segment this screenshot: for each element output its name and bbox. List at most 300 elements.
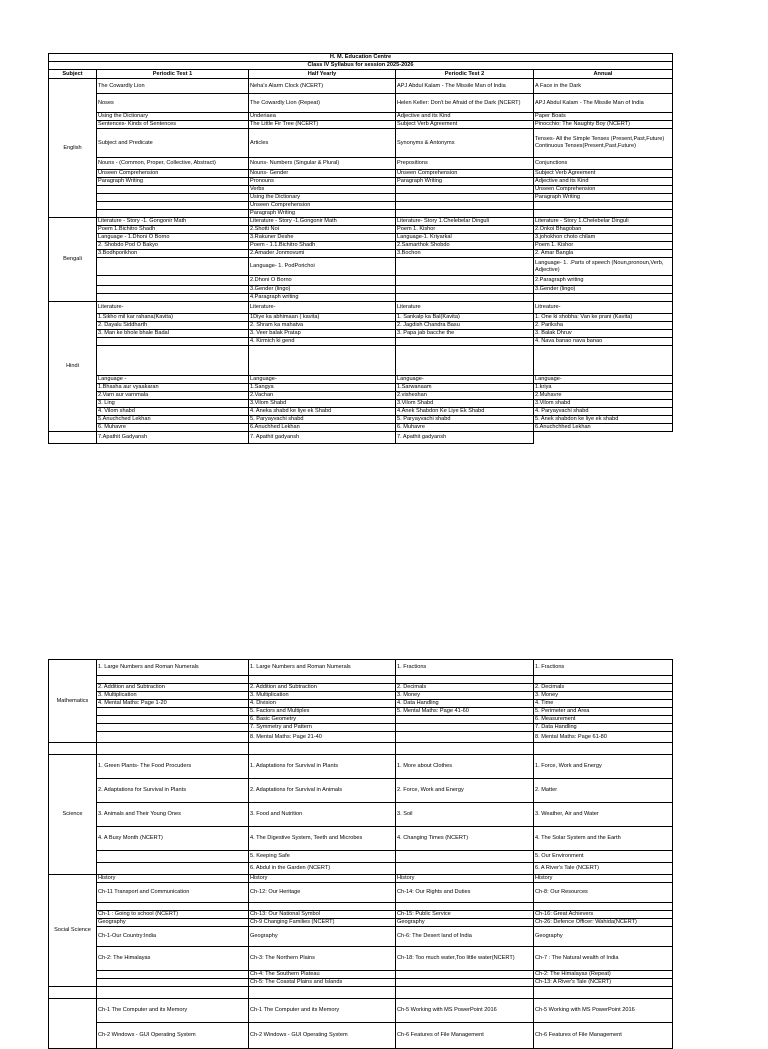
table-row: [49, 210, 673, 218]
syllabus-cell: 3. Money: [396, 692, 534, 700]
syllabus-cell: 4. Nava banao nava banao: [534, 338, 673, 346]
syllabus-cell: Paper Boats: [534, 113, 673, 121]
subject-cell: Mathematics: [49, 660, 97, 743]
syllabus-cell: Ch-2: The Himalayas: [97, 947, 249, 971]
table-row: [49, 158, 673, 170]
syllabus-cell: [97, 346, 249, 376]
syllabus-cell: 2. Matter: [534, 779, 673, 803]
syllabus-cell: 3. Papa jab bacche the: [396, 330, 534, 338]
table-row: [49, 258, 673, 276]
table-row: [49, 999, 673, 1023]
syllabus-cell: 4. Data Handling: [396, 700, 534, 708]
syllabus-cell: 1.Sangya: [249, 384, 396, 392]
syllabus-cell: 1. One ki shobha: Van ke prani (Kavita): [534, 314, 673, 322]
syllabus-cell: [534, 202, 673, 210]
syllabus-cell: 3. Soil: [396, 803, 534, 827]
syllabus-cell: 3. Multiplication: [97, 692, 249, 700]
syllabus-cell: Poem - 1.1.Bichitro Shadh: [249, 242, 396, 250]
syllabus-cell: [396, 732, 534, 743]
syllabus-cell: 6.Anuchhed Lekhan: [249, 424, 396, 432]
syllabus-cell: 1. Large Numbers and Roman Numerals: [97, 660, 249, 676]
table-row: [49, 779, 673, 803]
syllabus-cell: [396, 979, 534, 987]
syllabus-cell: Unseen Comprehension: [534, 186, 673, 194]
syllabus-cell: [97, 987, 249, 999]
syllabus-cell: Unseen Comprehension: [97, 170, 249, 178]
syllabus-cell: 8. Mental Maths: Page 61-80: [534, 732, 673, 743]
col-header-subject: Subject: [49, 70, 97, 79]
syllabus-cell: 1. Force, Work and Energy: [534, 755, 673, 779]
syllabus-cell: 1. More about Clothes: [396, 755, 534, 779]
syllabus-cell: 5. Paryayvachi shabd: [249, 416, 396, 424]
syllabus-cell: 4. The Digestive System, Teeth and Microbes: [249, 827, 396, 851]
syllabus-cell: [396, 186, 534, 194]
syllabus-cell: Ch-6 Features of File Management: [534, 1023, 673, 1049]
syllabus-cell: 1.Sarwanaam: [396, 384, 534, 392]
syllabus-cell: Ch-12: Our Heritage: [249, 883, 396, 903]
syllabus-cell: Subject Verb Agreement: [396, 121, 534, 129]
table-row: [49, 724, 673, 732]
syllabus-cell: 3. Man ke bhole bhale Badal: [97, 330, 249, 338]
syllabus-cell: Nouns- Numbers (Singular & Plural): [249, 158, 396, 170]
table-row: [49, 392, 673, 400]
syllabus-cell: Geography: [396, 919, 534, 927]
syllabus-cell: 3.Rakuner Deshe: [249, 234, 396, 242]
syllabus-cell: Using the Dictionary: [97, 113, 249, 121]
syllabus-cell: 3.johokhon choto chilam: [534, 234, 673, 242]
syllabus-cell: [396, 202, 534, 210]
syllabus-cell: [396, 286, 534, 294]
syllabus-cell: [97, 971, 249, 979]
table-row: [49, 121, 673, 129]
syllabus-cell: [49, 432, 97, 444]
syllabus-cell: Ch-13: A River's Tale (NCERT): [534, 979, 673, 987]
syllabus-cell: 2. Jagdish Chandra Basu: [396, 322, 534, 330]
syllabus-cell: Underiaea: [249, 113, 396, 121]
table-row: [49, 178, 673, 186]
syllabus-cell: [97, 979, 249, 987]
syllabus-cell: [97, 276, 249, 286]
syllabus-cell: Ch-8: Our Resources: [534, 883, 673, 903]
syllabus-cell: Poem 1. Kishor: [396, 226, 534, 234]
syllabus-cell: 2. Shram ka mahatva: [249, 322, 396, 330]
syllabus-cell: 3. Veer balak Pratap: [249, 330, 396, 338]
syllabus-cell: [97, 676, 249, 684]
syllabus-cell: 1. Adaptations for Survival in Plants: [249, 755, 396, 779]
table-row: [49, 376, 673, 384]
syllabus-cell: Adjective and its Kind: [396, 113, 534, 121]
syllabus-cell: 2. Addition and Subtraction: [97, 684, 249, 692]
syllabus-cell: Literature-: [97, 302, 249, 314]
syllabus-cell: 7. Symmetry and Pattern: [249, 724, 396, 732]
syllabus-cell: 4. Changing Times (NCERT): [396, 827, 534, 851]
syllabus-cell: Pinocchio: The Naughty Boy (NCERT): [534, 121, 673, 129]
syllabus-cell: 7. Data Handling: [534, 724, 673, 732]
table-row: [49, 129, 673, 158]
syllabus-cell: 6. Muhavre: [396, 424, 534, 432]
syllabus-cell: 4. A Busy Month (NCERT): [97, 827, 249, 851]
syllabus-cell: Language-: [534, 376, 673, 384]
syllabus-cell: Language-: [396, 376, 534, 384]
syllabus-cell: [97, 851, 249, 863]
syllabus-cell: [97, 194, 249, 202]
syllabus-cell: A Face in the Dark: [534, 79, 673, 94]
syllabus-title: Class IV Syllabus for session 2025-2026: [49, 62, 673, 70]
table-row: [49, 338, 673, 346]
syllabus-cell: Poem 1.Bichitro Shadh: [97, 226, 249, 234]
syllabus-cell: 6. A River's Tale (NCERT): [534, 863, 673, 875]
syllabus-cell: 2.visheshan: [396, 392, 534, 400]
syllabus-cell: 4. Time: [534, 700, 673, 708]
syllabus-cell: 6. Basic Geometry: [249, 716, 396, 724]
syllabus-cell: 5. Mental Maths: Page 41-60: [396, 708, 534, 716]
syllabus-cell: Ch-18: Too much water,Too little water(NCERT): [396, 947, 534, 971]
syllabus-cell: [396, 851, 534, 863]
col-header-pt1: Periodic Test 1: [97, 70, 249, 79]
syllabus-cell: 2. Force, Work and Energy: [396, 779, 534, 803]
syllabus-cell: [396, 863, 534, 875]
syllabus-cell: Ch-2 Windows - GUI Operating System: [97, 1023, 249, 1049]
syllabus-cell: [249, 743, 396, 755]
syllabus-cell: 4. Division: [249, 700, 396, 708]
syllabus-cell: 2.Dhoni O Borno: [249, 276, 396, 286]
syllabus-cell: 2. Addition and Subtraction: [249, 684, 396, 692]
syllabus-cell: Literature - Story -1.Gongonir Math: [249, 218, 396, 226]
table-row: [49, 416, 673, 424]
syllabus-cell: [97, 338, 249, 346]
syllabus-cell: 3. Ling: [97, 400, 249, 408]
subject-cell: [49, 743, 97, 755]
syllabus-cell: [534, 210, 673, 218]
syllabus-cell: 3.Vilom Shabd: [396, 400, 534, 408]
table-row: [49, 250, 673, 258]
syllabus-cell: Nouns - (Common, Proper, Collective, Abstract): [97, 158, 249, 170]
syllabus-cell: Literature - Story -1. Gongonir Math: [97, 218, 249, 226]
syllabus-cell: Ch-1 : Going to school (NCERT): [97, 911, 249, 919]
syllabus-cell: Ch-1 The Computer and its Memory: [249, 999, 396, 1023]
table-row: [49, 987, 673, 999]
syllabus-cell: Ch-26: Defence Officer: Wahida(NCERT): [534, 919, 673, 927]
syllabus-cell: [249, 676, 396, 684]
syllabus-cell: [97, 708, 249, 716]
syllabus-cell: 6. Muhavre: [97, 424, 249, 432]
syllabus-cell: [97, 903, 249, 911]
table-row: [49, 432, 673, 444]
syllabus-cell: Language-1. Kriyarkal: [396, 234, 534, 242]
table-row: [49, 286, 673, 294]
table-row: [49, 1023, 673, 1049]
table-row: [49, 218, 673, 226]
syllabus-cell: Ch-5: The Coastal Plains and Islands: [249, 979, 396, 987]
syllabus-cell: Using the Dictionary: [249, 194, 396, 202]
syllabus-cell: 5. Paryayvachi shabd: [396, 416, 534, 424]
table-row: [49, 851, 673, 863]
syllabus-cell: [97, 286, 249, 294]
syllabus-cell: [97, 863, 249, 875]
syllabus-cell: 3. Animals and Their Young Ones: [97, 803, 249, 827]
syllabus-cell: Unseen Comprehension: [249, 202, 396, 210]
syllabus-cell: Geography: [249, 927, 396, 947]
col-header-annual: Annual: [534, 70, 673, 79]
syllabus-cell: 5.Anuchched Lekhan: [97, 416, 249, 424]
syllabus-cell: [97, 724, 249, 732]
subject-cell: English: [49, 79, 97, 218]
syllabus-cell: History: [249, 875, 396, 883]
syllabus-cell: Language-: [249, 376, 396, 384]
table-row: [49, 743, 673, 755]
syllabus-cell: Language -: [97, 376, 249, 384]
syllabus-cell: [396, 903, 534, 911]
syllabus-cell: 4. Aneka shabd ke liye ek Shabd: [249, 408, 396, 416]
table-row: [49, 400, 673, 408]
syllabus-cell: Pronouns: [249, 178, 396, 186]
syllabus-cell: Paragraph Writing: [534, 194, 673, 202]
syllabus-cell: 8. Mental Maths: Page 21-40: [249, 732, 396, 743]
syllabus-cell: Language- 1. PodPorichoi: [249, 258, 396, 276]
table-row: [49, 875, 673, 883]
syllabus-cell: 1. Large Numbers and Roman Numerals: [249, 660, 396, 676]
col-header-half-yearly: Half Yearly: [249, 70, 396, 79]
table-row: [49, 971, 673, 979]
syllabus-cell: 6. Abdul in the Garden (NCERT): [249, 863, 396, 875]
syllabus-cell: [249, 903, 396, 911]
syllabus-cell: Prepositions: [396, 158, 534, 170]
syllabus-cell: Ch-1-Our Country:India: [97, 927, 249, 947]
syllabus-cell: [534, 294, 673, 302]
syllabus-cell: Verbs: [249, 186, 396, 194]
syllabus-cell: Poem 1. Kishor: [534, 242, 673, 250]
syllabus-cell: [97, 743, 249, 755]
syllabus-cell: [396, 276, 534, 286]
syllabus-cell: Ch-1 The Computer and its Memory: [97, 999, 249, 1023]
table-row: [49, 911, 673, 919]
syllabus-cell: Articles: [249, 129, 396, 158]
table-row: [49, 732, 673, 743]
syllabus-cell: [396, 987, 534, 999]
table-row: [49, 863, 673, 875]
table-row: [49, 708, 673, 716]
table-row: [49, 79, 673, 94]
syllabus-cell: 2. Adaptations for Survival in Plants: [97, 779, 249, 803]
syllabus-cell: Geography: [97, 919, 249, 927]
table-row: [49, 302, 673, 314]
syllabus-cell: 2.Onkoi Bhagoban: [534, 226, 673, 234]
table-row: [49, 234, 673, 242]
syllabus-cell: Ch-9 Changing Families (NCERT): [249, 919, 396, 927]
syllabus-cell: Ch-13: Our National Symbol: [249, 911, 396, 919]
syllabus-cell: Paragraph Writing: [97, 178, 249, 186]
syllabus-cell: Adjective and its Kind: [534, 178, 673, 186]
syllabus-cell: 4.Paragraph writing: [249, 294, 396, 302]
syllabus-cell: Neha's Alarm Clock (NCERT): [249, 79, 396, 94]
syllabus-cell: APJ Abdul Kalam - The Missile Man of India: [396, 79, 534, 94]
table-row: [49, 947, 673, 971]
syllabus-cell: 3. Food and Nutrition: [249, 803, 396, 827]
table-row: [49, 202, 673, 210]
syllabus-cell: APJ Abdul Kalam - The Missile Man of India: [534, 94, 673, 113]
syllabus-cell: 2.Shotti Noi: [249, 226, 396, 234]
table-row: [49, 194, 673, 202]
syllabus-cell: 5. Our Environment: [534, 851, 673, 863]
syllabus-cell: 1.kriya: [534, 384, 673, 392]
syllabus-cell: 3. Multiplication: [249, 692, 396, 700]
syllabus-cell: 1Diye ka abhimaan ( kavita): [249, 314, 396, 322]
syllabus-cell: [534, 903, 673, 911]
syllabus-cell: 2. Dayalu Siddharth: [97, 322, 249, 330]
syllabus-cell: [396, 743, 534, 755]
school-name: H. M. Education Centre: [49, 54, 673, 62]
syllabus-cell: [97, 294, 249, 302]
syllabus-cell: 3.Vilom shabd: [534, 400, 673, 408]
table-row: [49, 883, 673, 903]
syllabus-cell: 1. Sankalp ka Bal(Kavita): [396, 314, 534, 322]
table-row: [49, 94, 673, 113]
syllabus-cell: [396, 338, 534, 346]
table-row: [49, 276, 673, 286]
syllabus-cell: 5. Anek shabdon ke liye ek shabd: [534, 416, 673, 424]
syllabus-cell: 3.Bochon: [396, 250, 534, 258]
table-row: [49, 979, 673, 987]
subject-cell: Bengali: [49, 218, 97, 302]
syllabus-cell: [396, 258, 534, 276]
col-header-pt2: Periodic Test 2: [396, 70, 534, 79]
syllabus-cell: 3.Vilom Shabd: [249, 400, 396, 408]
syllabus-cell: Ch-2 Windows - GUI Operating System: [249, 1023, 396, 1049]
syllabus-cell: 7. Apathit gadyansh: [249, 432, 396, 444]
syllabus-cell: Ch-5 Working with MS PowerPoint 2016: [396, 999, 534, 1023]
syllabus-cell: [396, 194, 534, 202]
table-row: [49, 294, 673, 302]
syllabus-cell: Ch-5 Working with MS PowerPoint 2016: [534, 999, 673, 1023]
syllabus-cell: 4. Paryayvachi shabd: [534, 408, 673, 416]
syllabus-cell: The Cowardly Lion (Repeat): [249, 94, 396, 113]
syllabus-cell: Ch-4: The Southern Plateau: [249, 971, 396, 979]
syllabus-cell: Literature- Story 1.Chelebelar Dinguli: [396, 218, 534, 226]
syllabus-cell: [534, 676, 673, 684]
table-row: [49, 170, 673, 178]
table-row: [49, 676, 673, 684]
syllabus-cell: Ch-14: Our Rights and Duties: [396, 883, 534, 903]
syllabus-table-page2: [48, 659, 673, 1049]
syllabus-cell: [534, 987, 673, 999]
syllabus-table-page1: [48, 53, 673, 444]
table-row: [49, 755, 673, 779]
syllabus-cell: [97, 258, 249, 276]
syllabus-cell: Language- 1. .Parts of speech (Noun,pronoun,Verb, Adjective): [534, 258, 673, 276]
syllabus-cell: [97, 202, 249, 210]
syllabus-cell: Ch-15: Public Service: [396, 911, 534, 919]
syllabus-cell: 2. Decimals: [396, 684, 534, 692]
syllabus-cell: [396, 676, 534, 684]
subject-cell: Science: [49, 755, 97, 875]
syllabus-cell: [97, 186, 249, 194]
syllabus-cell: Subject Verb Agreement: [534, 170, 673, 178]
syllabus-cell: Synonyms & Antonyms: [396, 129, 534, 158]
syllabus-cell: Subject and Predicate: [97, 129, 249, 158]
syllabus-cell: Tenses- All the Simple Tenses (Present,Past,Future) Continuous Tenses(Present,Past,Future): [534, 129, 673, 158]
syllabus-cell: 3. Weather, Air and Water: [534, 803, 673, 827]
syllabus-cell: 2.Paragraph writing: [534, 276, 673, 286]
syllabus-cell: The Little Fir Tree (NCERT): [249, 121, 396, 129]
syllabus-cell: 2. Shobdo Pod O Bakyo: [97, 242, 249, 250]
syllabus-cell: Ch-16: Great Achievers: [534, 911, 673, 919]
table-row: [49, 660, 673, 676]
syllabus-cell: 2. Adaptations for Survival in Animals: [249, 779, 396, 803]
table-row: [49, 716, 673, 724]
table-row: [49, 919, 673, 927]
syllabus-cell: [396, 210, 534, 218]
syllabus-cell: 2.Muhavre: [534, 392, 673, 400]
syllabus-cell: 4. Vilom shabd: [97, 408, 249, 416]
syllabus-cell: 4.Anek Shabdon Ke Liye Ek Shabd: [396, 408, 534, 416]
syllabus-cell: Literature: [396, 302, 534, 314]
syllabus-cell: Ch-6: The Desert land of India: [396, 927, 534, 947]
table-row: [49, 903, 673, 911]
syllabus-cell: Helen Keller: Don't be Afraid of the Dark (NCERT): [396, 94, 534, 113]
table-row: [49, 113, 673, 121]
syllabus-cell: 5. Perimeter and Area: [534, 708, 673, 716]
table-row: [49, 384, 673, 392]
syllabus-cell: Ch-6 Features of File Management: [396, 1023, 534, 1049]
subject-cell: [49, 987, 97, 999]
syllabus-cell: [396, 971, 534, 979]
syllabus-cell: Paragraph Writing: [396, 178, 534, 186]
syllabus-cell: 6. Measurement: [534, 716, 673, 724]
table-row: [49, 803, 673, 827]
syllabus-cell: Paragraph Writing: [249, 210, 396, 218]
table-row: [49, 927, 673, 947]
syllabus-cell: [396, 716, 534, 724]
syllabus-cell: [396, 724, 534, 732]
syllabus-cell: The Cowardly Lion: [97, 79, 249, 94]
syllabus-cell: 3. Balak Dhruv: [534, 330, 673, 338]
table-row: [49, 314, 673, 322]
syllabus-cell: 7.Apathit Gadyansh: [97, 432, 249, 444]
syllabus-cell: Literature - Story 1.Chelebelar Dinguli: [534, 218, 673, 226]
syllabus-cell: [249, 346, 396, 376]
syllabus-cell: 2.Amader Jonmovumi: [249, 250, 396, 258]
syllabus-cell: 2. Decimals: [534, 684, 673, 692]
syllabus-cell: 1. Fractions: [396, 660, 534, 676]
syllabus-cell: Nouns- Gender: [249, 170, 396, 178]
syllabus-cell: [97, 732, 249, 743]
syllabus-cell: 4. Kirmich ki gend: [249, 338, 396, 346]
table-row: [49, 424, 673, 432]
syllabus-cell: [97, 210, 249, 218]
syllabus-cell: [534, 743, 673, 755]
table-row: [49, 700, 673, 708]
syllabus-cell: [396, 294, 534, 302]
syllabus-cell: [249, 987, 396, 999]
syllabus-cell: 1.Bhasha aur vyaakaran: [97, 384, 249, 392]
table-row: [49, 226, 673, 234]
table-row: [49, 186, 673, 194]
syllabus-cell: Noses: [97, 94, 249, 113]
syllabus-cell: 4. The Solar System and the Earth: [534, 827, 673, 851]
table-row: [49, 330, 673, 338]
table-row: [49, 322, 673, 330]
syllabus-cell: 2. Amar Bangla: [534, 250, 673, 258]
table-row: [49, 346, 673, 376]
table-row: [49, 684, 673, 692]
syllabus-cell: 2.Vachan: [249, 392, 396, 400]
syllabus-cell: 3.Gender (lingo): [534, 286, 673, 294]
syllabus-cell: 1.Sikho mil kar rahana(Kavita): [97, 314, 249, 322]
syllabus-cell: [396, 346, 534, 376]
syllabus-cell: Unseen Comprehension: [396, 170, 534, 178]
syllabus-cell: 3.Bodhporikhon: [97, 250, 249, 258]
subject-cell: Hindi: [49, 302, 97, 432]
